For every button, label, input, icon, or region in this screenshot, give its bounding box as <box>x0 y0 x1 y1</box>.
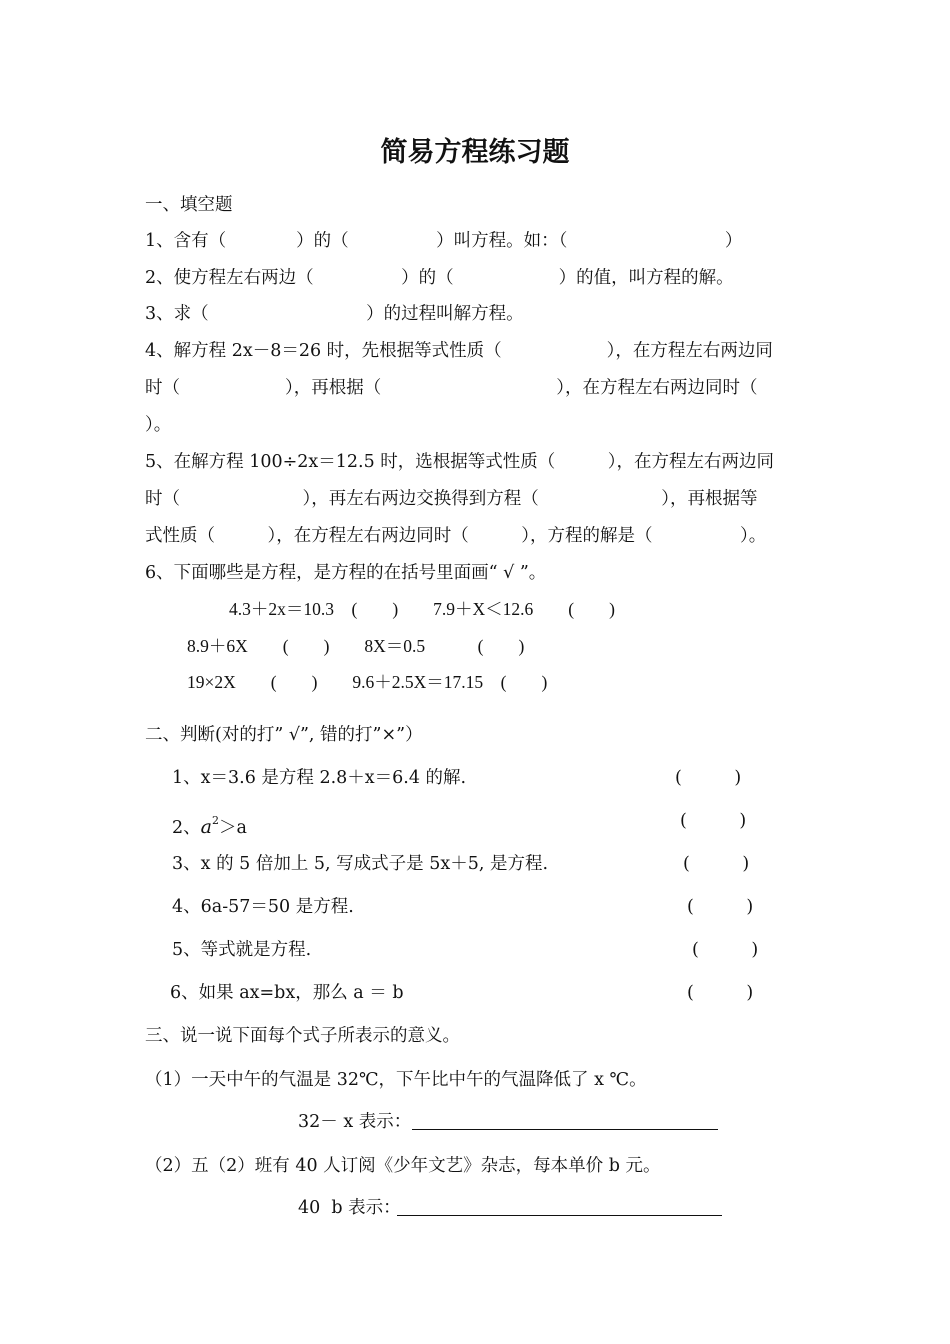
section-heading-fill-blank: 一、填空题 <box>145 195 233 215</box>
judge-bracket-3: ( ) <box>683 854 750 874</box>
judge-item-3: 3、x 的 5 倍加上 5, 写成式子是 5x＋5, 是方程. <box>172 854 549 874</box>
meaning-expression-1: 32－ x 表示： <box>298 1112 412 1132</box>
judge-item-4: 4、6a-57＝50 是方程. <box>172 897 354 917</box>
fill-blank-question-3: 3、求（ ）的过程叫解方程。 <box>145 304 524 324</box>
equation-row-2: 8.9＋6X ( ) 8X＝0.5 ( ) <box>187 636 525 656</box>
fill-blank-question-5-line-3: 式性质（ ），在方程左右两边同时（ ），方程的解是（ ）。 <box>145 526 767 546</box>
judge-bracket-5: ( ) <box>692 940 759 960</box>
page-title: 简易方程练习题 <box>380 137 570 168</box>
judge-item-2 <box>172 809 247 840</box>
judge-item-2-base: a <box>200 816 212 838</box>
judge-item-6: 6、如果 ax=bx，那么 a ＝ b <box>170 983 404 1003</box>
judge-bracket-1: ( ) <box>675 768 742 788</box>
fill-blank-question-5-line-2: 时（ ），再左右两边交换得到方程（ ），再根据等 <box>145 489 758 509</box>
fill-blank-question-5-line-1: 5、在解方程 100÷2x＝12.5 时，选根据等式性质（ ），在方程左右两边同 <box>145 452 775 472</box>
fill-blank-question-1: 1、含有（ ）的（ ）叫方程。如：（ ） <box>145 231 743 251</box>
fill-blank-question-4-line-3: ）。 <box>145 415 172 435</box>
meaning-expression-2: 40 b 表示： <box>298 1198 401 1218</box>
answer-line-1[interactable] <box>412 1129 718 1130</box>
judge-bracket-4: ( ) <box>687 897 754 917</box>
meaning-problem-1: （1）一天中午的气温是 32℃，下午比中午的气温降低了 x ℃。 <box>145 1070 647 1090</box>
equation-row-3: 19×2X ( ) 9.6＋2.5X＝17.15 ( ) <box>187 672 548 692</box>
judge-item-2-exponent: 2 <box>211 814 219 827</box>
judge-item-1: 1、x＝3.6 是方程 2.8＋x＝6.4 的解. <box>172 768 467 788</box>
fill-blank-question-2: 2、使方程左右两边（ ）的（ ）的值，叫方程的解。 <box>145 268 734 288</box>
section-heading-true-false: 二、判断(对的打” √”, 错的打”×”） <box>145 725 423 745</box>
judge-item-2-suffix: ＞a <box>218 818 247 838</box>
answer-line-2[interactable] <box>397 1215 722 1216</box>
judge-item-5: 5、等式就是方程. <box>172 940 312 960</box>
judge-bracket-6: ( ) <box>687 983 754 1003</box>
section-heading-meaning: 三、说一说下面每个式子所表示的意义。 <box>145 1026 460 1046</box>
fill-blank-question-6: 6、下面哪些是方程，是方程的在括号里面画“ √ ”。 <box>145 563 547 583</box>
judge-item-2-prefix: 2、 <box>172 818 201 838</box>
fill-blank-question-4-line-2: 时（ ），再根据（ ），在方程左右两边同时（ <box>145 378 758 398</box>
equation-row-1: 4.3＋2x＝10.3 ( ) 7.9＋X＜12.6 ( ) <box>229 599 615 619</box>
meaning-problem-2: （2）五（2）班有 40 人订阅《少年文艺》杂志，每本单价 b 元。 <box>145 1156 661 1176</box>
judge-bracket-2: ( ) <box>680 811 747 831</box>
fill-blank-question-4-line-1: 4、解方程 2x－8＝26 时，先根据等式性质（ ），在方程左右两边同 <box>145 341 773 361</box>
